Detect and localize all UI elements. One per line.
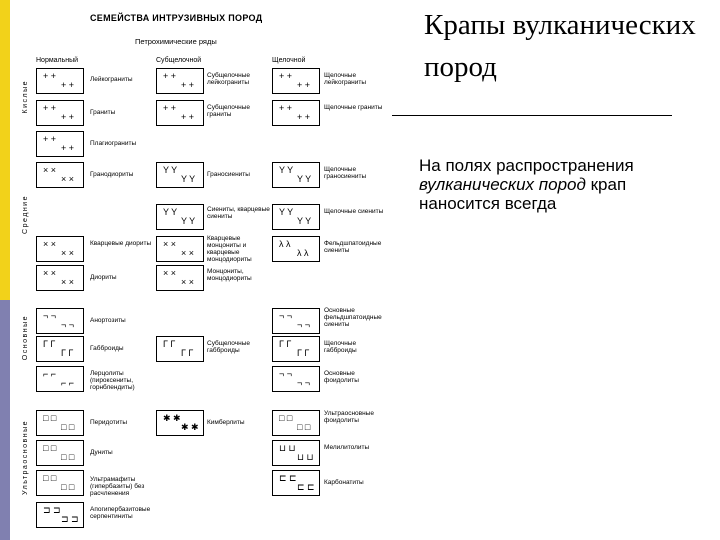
rock-label: Субщелочные граниты [207,104,251,118]
rock-label: Фельдшпатоидные сиениты [324,240,382,254]
rock-pattern-box: + + + + [36,131,84,157]
rock-label: Дуниты [90,449,113,456]
rock-pattern-box: Y Y Y Y [272,162,320,188]
rock-pattern-box: ⊏ ⊏ ⊏ ⊏ [272,470,320,496]
rock-pattern-box: × × × × [36,265,84,291]
rock-pattern-box: × × × × [156,265,204,291]
body-text-italic: вулканических пород [419,175,586,194]
rock-pattern-box: ¬ ¬ ¬ ¬ [272,308,320,334]
rock-pattern-box: Г Г Г Г [272,336,320,362]
title-underline [392,115,672,116]
rock-label: Мелилитолиты [324,444,370,451]
rock-pattern-box: + + + + [156,100,204,126]
chart-subtitle: Петрохимические ряды [135,37,217,46]
rock-label: Граносиениты [207,171,250,178]
rock-pattern-box: ⊐ ⊐ ⊐ ⊐ [36,502,84,528]
side-label-intermediate: Средние [22,195,29,234]
rock-pattern-box: □ □ □ □ [272,410,320,436]
rock-pattern-box: □ □ □ □ [36,470,84,496]
rock-label: Кварцевые монцониты и кварцевые монцодиориты [207,235,252,263]
rock-label: Щелочные лейкограниты [324,72,367,86]
rock-label: Лейкограниты [90,76,133,83]
rock-label: Щелочные граниты [324,104,383,111]
accent-stripe-yellow [0,0,10,300]
rock-label: Щелочные сиениты [324,208,384,215]
body-text-start: На полях распространения [419,156,634,175]
slide-body-text [419,156,709,213]
rock-pattern-box: + + + + [36,100,84,126]
accent-stripe-blue [0,300,10,540]
rock-pattern-box: □ □ □ □ [36,410,84,436]
rock-pattern-box: Y Y Y Y [156,162,204,188]
rock-pattern-box: ⌐ ⌐ ⌐ ⌐ [36,366,84,392]
rock-pattern-box: × × × × [36,162,84,188]
rock-label: Габброиды [90,345,124,352]
rock-pattern-box: × × × × [156,236,204,262]
rock-pattern-box: λ λ λ λ [272,236,320,262]
rock-label: Щелочные граносиениты [324,166,367,180]
rock-label: Анортозиты [90,317,126,324]
rock-label: Основные фельдшпатоидные сиениты [324,307,382,328]
rock-pattern-box: × × × × [36,236,84,262]
rock-label: Кимберлиты [207,419,245,426]
rock-pattern-box: ⊔ ⊔ ⊔ ⊔ [272,440,320,466]
rock-pattern-box: ¬ ¬ ¬ ¬ [36,308,84,334]
column-header-normal: Нормальный [36,57,79,64]
rock-label: Перидотиты [90,419,128,426]
rock-label: Ультрамафиты (гипербазиты) без расчленения [90,476,145,497]
rock-pattern-box: □ □ □ □ [36,440,84,466]
rock-pattern-box: ¬ ¬ ¬ ¬ [272,366,320,392]
chart-title: СЕМЕЙСТВА ИНТРУЗИВНЫХ ПОРОД [90,13,263,23]
rock-pattern-box: + + + + [156,68,204,94]
rock-label: Сиениты, кварцевые сиениты [207,206,270,220]
rock-label: Ультраосновные фоидолиты [324,410,374,424]
body-text-end: крап наносится всегда [419,175,627,213]
rock-label: Диориты [90,274,117,281]
rock-pattern-box: Y Y Y Y [272,204,320,230]
rock-pattern-box: ✱ ✱ ✱ ✱ [156,410,204,436]
rock-label: Щелочные габброиды [324,340,357,354]
rock-pattern-box: Y Y Y Y [156,204,204,230]
side-label-acid: Кислые [22,80,29,114]
side-label-ultrabasic: Ультраосновные [22,420,29,495]
rock-label: Субщелочные габброиды [207,340,251,354]
rock-pattern-box: + + + + [272,100,320,126]
rock-label: Плагиограниты [90,140,137,147]
rock-label: Гранодиориты [90,171,134,178]
rock-label: Монцониты, монцодиориты [207,268,252,282]
rock-label: Кварцевые диориты [90,240,152,247]
rock-label: Граниты [90,109,116,116]
rock-pattern-box: Г Г Г Г [36,336,84,362]
rock-pattern-box: + + + + [272,68,320,94]
slide-title: Крапы вулканических пород [424,9,696,83]
rock-label: Субщелочные лейкограниты [207,72,251,86]
rock-label: Апогипербазитовые серпентиниты [90,506,151,520]
rock-label: Карбонатиты [324,479,364,486]
rock-pattern-box: Г Г Г Г [156,336,204,362]
rock-label: Основные фоидолиты [324,370,359,384]
rock-label: Лерцолиты (пироксениты, горнблендиты) [90,370,135,391]
side-label-basic: Основные [22,315,29,361]
rock-families-chart-image [20,0,392,540]
rock-pattern-box: + + + + [36,68,84,94]
column-header-subalkaline: Субщелочной [156,57,202,64]
column-header-alkaline: Щелочной [272,57,306,64]
